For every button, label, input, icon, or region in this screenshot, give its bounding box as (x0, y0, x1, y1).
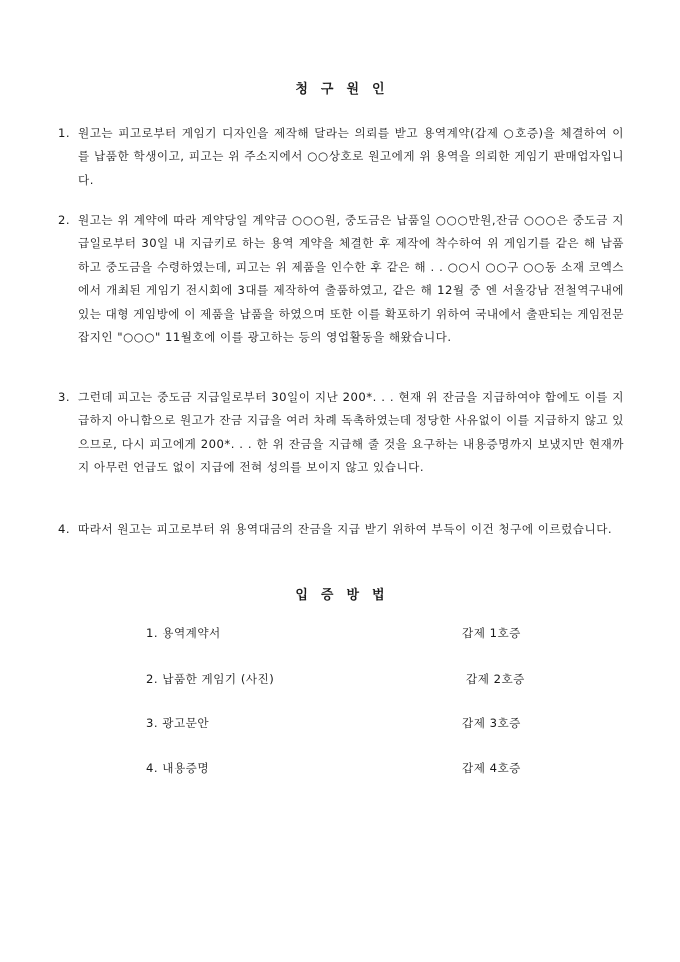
paragraph-number: 1. (58, 126, 71, 140)
evidence-label: 2. 납품한 게임기 (사진) (146, 672, 275, 686)
evidence-code: 갑제 1호증 (462, 626, 521, 640)
claim-paragraph-3 (58, 386, 624, 480)
evidence-item (0, 671, 680, 691)
paragraph-text: 따라서 원고는 피고로부터 위 용역대금의 잔금을 지급 받기 위하여 부득이 이건 청구에 이르렀습니다. (78, 522, 613, 536)
evidence-label: 4. 내용증명 (146, 761, 210, 775)
paragraph-text: 그런데 피고는 중도금 지급일로부터 30일이 지난 200*. . . 현재 위 잔금을 지급하여야 함에도 이를 지급하지 아니함으로 원고가 잔금 지급을 여러 차례 독촉하였는데 정당한 사유없이 이를 지급하지 않고 있으므로, 다시 피고에게 200*. . . 한 위 잔금을 지급해 줄 것을 요구하는 내용증명까지 보냈지만 현재까지 아무런 언급도 없이 지급에 전혀 성의를 보이지 않고 있습니다. (78, 390, 624, 475)
evidence-code: 갑제 2호증 (466, 672, 525, 686)
evidence-item (0, 625, 680, 645)
evidence-code: 갑제 4호증 (462, 761, 521, 775)
claim-paragraph-4 (58, 518, 624, 541)
evidence-code: 갑제 3호증 (462, 716, 521, 730)
paragraph-number: 4. (58, 522, 71, 536)
evidence-label: 3. 광고문안 (146, 716, 210, 730)
claim-paragraph-2 (58, 209, 624, 349)
evidence-label: 1. 용역계약서 (146, 626, 221, 640)
paragraph-text: 원고는 피고로부터 게임기 디자인을 제작해 달라는 의뢰를 받고 용역계약(갑제 ○호증)을 체결하여 이를 납품한 학생이고, 피고는 위 주소지에서 ○○상호로 원고에게 위 용역을 의뢰한 게임기 판매업자입니다. (78, 126, 624, 187)
claim-cause-title: 청구원인 (295, 82, 398, 97)
evidence-item (0, 760, 680, 780)
paragraph-text: 원고는 위 계약에 따라 계약당일 계약금 ○○○원, 중도금은 납품일 ○○○만원,잔금 ○○○은 중도금 지급일로부터 30일 내 지급키로 하는 용역 계약을 체결한 후 제작에 착수하여 위 게임기를 같은 해 납품하고 중도금을 수령하였는데, 피고는 위 제품을 인수한 후 같은 해 . . ○○시 ○○구 ○○동 소재 코엑스에서 개최된 게임기 전시회에 3대를 제작하여 출품하였고, 같은 해 12월 중 엔 서울강남 전철역구내에 있는 대형 게임방에 이 제품을 납품을 하였으며 또한 이를 확포하기 위하여 국내에서 출판되는 게임전문잡지인 "○○○" 11월호에 이를 광고하는 등의 영업활동을 해왔습니다. (78, 213, 624, 345)
claim-paragraph-1 (58, 122, 624, 192)
evidence-title: 입증방법 (295, 588, 398, 603)
paragraph-number: 3. (58, 390, 71, 404)
evidence-item (0, 715, 680, 735)
paragraph-number: 2. (58, 213, 71, 227)
